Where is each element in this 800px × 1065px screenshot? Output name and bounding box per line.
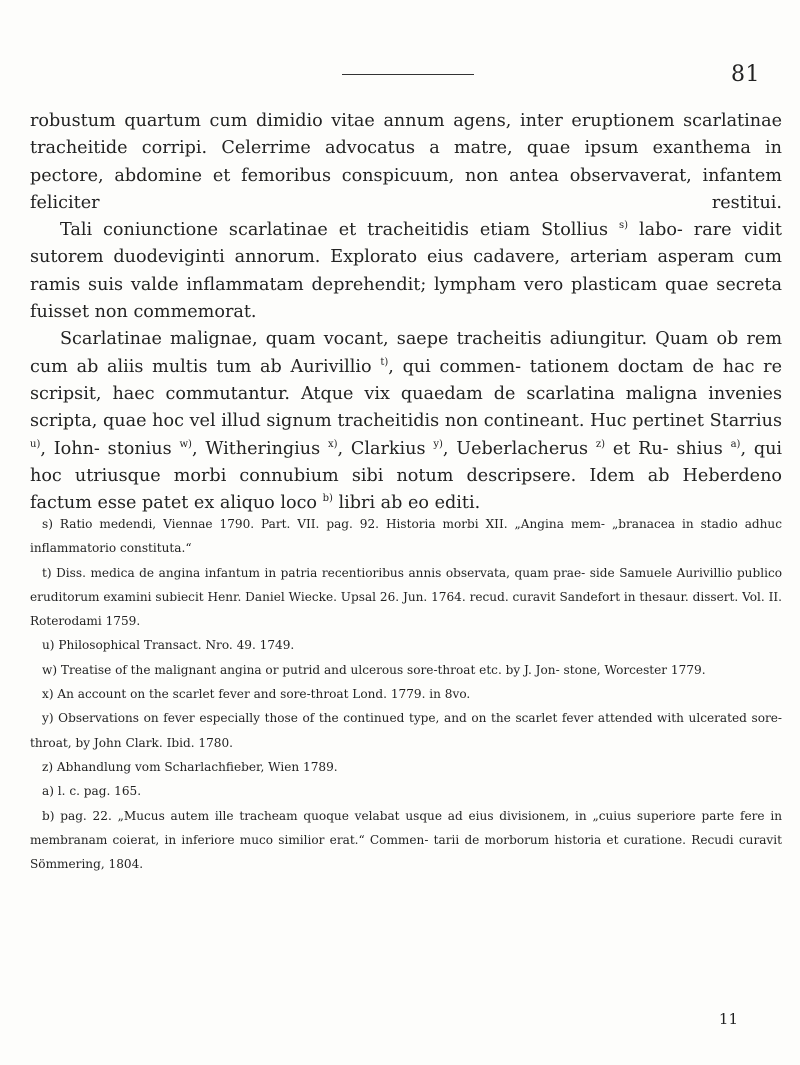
footnote-w: w) Treatise of the malignant angina or putrid and ulcerous sore-throat etc. by J. Jon- stone, Worcester 1779. (42, 662, 706, 677)
paragraph-3-text-d: , Witheringius (191, 438, 321, 459)
footnote-s: s) Ratio medendi, Viennae 1790. Part. VII. pag. 92. Historia morbi XII. „Angina mem- „branacea in stadio adhuc inflammatorio constituta.“ (30, 517, 782, 556)
footnote-ref-x: x) (327, 438, 338, 450)
paragraph-3-text-e: , Clarkius (337, 438, 426, 459)
paragraph-2-text-a: Tali coniunctione scarlatinae et tracheitidis etiam Stollius (60, 220, 609, 241)
footnote-ref-y: y) (433, 438, 443, 450)
footnote-a: a) l. c. pag. 165. (42, 784, 142, 799)
footnote-ref-w: w) (179, 438, 192, 450)
paragraph-3-text-c: , Iohn- stonius (40, 438, 172, 459)
paragraph-1: robustum quartum cum dimidio vitae annum agens, inter eruptionem scarlatinae tracheitide corripi. Celerrime advocatus a matre, quae ipsum exanthema in pectore, abdomine et femoribus conspicuum, non antea observaverat, infantem feliciter restitui. (30, 111, 782, 213)
signature-mark: 11 (718, 1010, 738, 1028)
footnote-ref-u: u) (30, 438, 41, 450)
header-rule (342, 74, 474, 75)
paragraph-3-text-f: , Ueberlacherus (442, 438, 589, 459)
footnote-ref-s: s) (618, 220, 629, 232)
paragraph-3-text-h: , qui hoc utriusque morbi connubium sibi notum descripsere. Idem ab Heberdeno factum esse patet ex aliquo loco (30, 438, 783, 514)
paragraph-2 (30, 217, 782, 326)
footnotes (30, 512, 782, 876)
main-text (30, 108, 782, 517)
footnote-y: y) Observations on fever especially those of the continued type, and on the scarlet fever attended with ulcerated sore-throat, by John Clark. Ibid. 1780. (30, 711, 782, 750)
paragraph-3-text-b: , qui commen- tationem doctam de hac re scripsit, haec commutantur. Atque vix quaedam de scarlatina maligna invenies scripta, quae hoc vel illud signum tracheitidis non contineant. Huc pertinet Starrius (30, 356, 783, 432)
page-number: 81 (731, 62, 760, 87)
footnote-t: t) Diss. medica de angina infantum in patria recentioribus annis observata, quam prae- side Samuele Aurivillio publico eruditorum examini subiecit Henr. Daniel Wiecke. Upsal 26. Jun. 1764. recud. curavit Sandefort in thesaur. dissert. Vol. II. Roterodami 1759. (30, 565, 782, 629)
footnote-ref-z: z) (595, 438, 606, 450)
footnote-u: u) Philosophical Transact. Nro. 49. 1749. (42, 638, 295, 653)
paragraph-3 (30, 326, 782, 517)
footnote-x: x) An account on the scarlet fever and sore-throat Lond. 1779. in 8vo. (42, 687, 471, 702)
footnote-ref-t: t) (380, 356, 389, 368)
footnote-ref-a: a) (730, 438, 741, 450)
paragraph-3-text-g: et Ru- shius (612, 438, 723, 459)
footnote-ref-b: b) (322, 493, 333, 505)
footnote-z: z) Abhandlung vom Scharlachfieber, Wien 1789. (42, 759, 338, 774)
paragraph-2-text-b: labo- rare vidit sutorem duodeviginti annorum. Explorato eius cadavere, arteriam asperam cum ramis suis valde inflammatam deprehendit; lympham vero plasticam quae secreta fuisset non commemorat. (30, 220, 782, 323)
paragraph-3-text-a: Scarlatinae malignae, quam vocant, saepe tracheitis adiungitur. Quam ob rem cum ab aliis multis tum ab Aurivillio (30, 329, 782, 377)
paragraph-3-text-i: libri ab eo editi. (338, 493, 481, 514)
footnote-b: b) pag. 22. „Mucus autem ille tracheam quoque velabat usque ad eius divisionem, in „cuius superiore parte fere in membranam coierat, in inferiore muco similior erat.“ Commen- tarii de morborum historia et curatione. Recudi curavit Sömmering, 1804. (30, 808, 782, 872)
